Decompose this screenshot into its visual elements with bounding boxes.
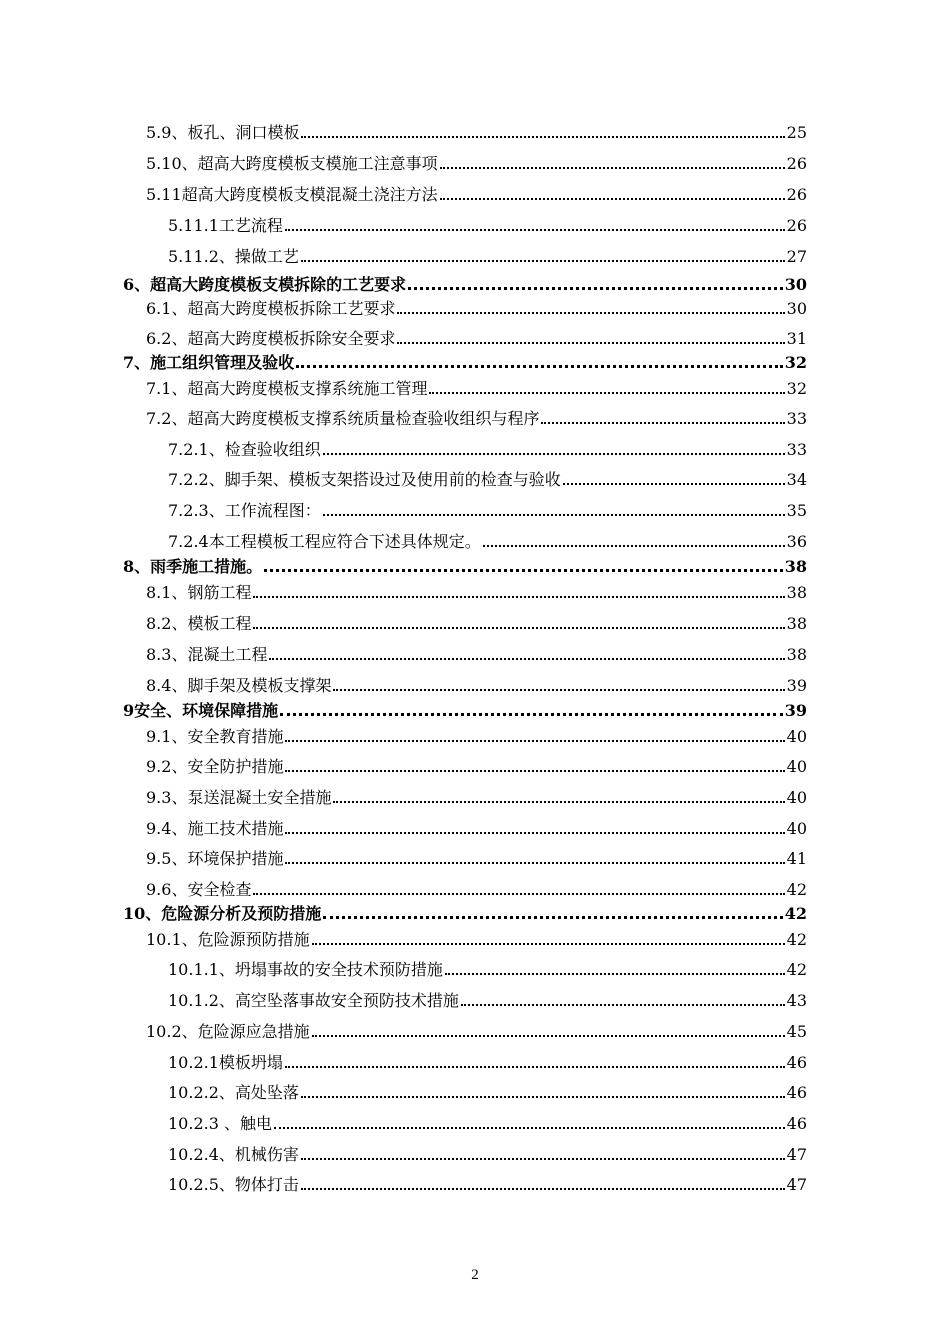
toc-dot-leader bbox=[440, 198, 785, 200]
toc-entry[interactable] bbox=[168, 529, 807, 552]
toc-entry-page: 25 bbox=[786, 123, 807, 142]
toc-dot-leader bbox=[285, 740, 784, 742]
toc-dot-leader bbox=[323, 453, 785, 455]
toc-entry[interactable] bbox=[146, 376, 807, 399]
toc-entry-page: 26 bbox=[786, 216, 807, 235]
toc-dot-leader bbox=[323, 916, 782, 919]
toc-dot-leader bbox=[253, 627, 784, 629]
toc-dot-leader bbox=[301, 260, 785, 262]
toc-entry[interactable] bbox=[168, 988, 807, 1011]
toc-entry-label: 8.1、钢筋工程 bbox=[146, 583, 252, 602]
toc-entry-label: 10.1.1、坍塌事故的安全技术预防措施 bbox=[168, 960, 443, 979]
toc-entry[interactable] bbox=[146, 754, 807, 777]
toc-entry-label: 10、危险源分析及预防措施 bbox=[123, 904, 322, 923]
toc-entry-page: 46 bbox=[786, 1083, 807, 1102]
toc-entry-page: 43 bbox=[786, 991, 807, 1010]
toc-entry-page: 32 bbox=[786, 379, 807, 398]
toc-entry-label: 5.11超高大跨度模板支模混凝土浇注方法 bbox=[146, 185, 438, 204]
toc-entry[interactable] bbox=[123, 901, 807, 924]
toc-entry-page: 38 bbox=[784, 557, 807, 576]
toc-entry-page: 39 bbox=[784, 701, 807, 720]
toc-entry-page: 47 bbox=[786, 1175, 807, 1194]
toc-dot-leader bbox=[408, 287, 783, 290]
toc-entry[interactable] bbox=[146, 642, 807, 665]
toc-entry-page: 36 bbox=[786, 532, 807, 551]
toc-entry[interactable] bbox=[123, 272, 807, 295]
toc-entry-label: 9.4、施工技术措施 bbox=[146, 819, 284, 838]
toc-entry-page: 42 bbox=[786, 960, 807, 979]
toc-entry-page: 31 bbox=[786, 329, 807, 348]
toc-entry[interactable] bbox=[146, 580, 807, 603]
toc-dot-leader bbox=[301, 1188, 785, 1190]
page-number: 2 bbox=[471, 1267, 479, 1283]
toc-dot-leader bbox=[397, 342, 784, 344]
toc-entry[interactable] bbox=[146, 877, 807, 900]
toc-entry-page: 32 bbox=[784, 353, 807, 372]
toc-entry-page: 38 bbox=[786, 614, 807, 633]
toc-entry-page: 42 bbox=[786, 880, 807, 899]
toc-entry[interactable] bbox=[168, 244, 807, 267]
toc-entry-label: 5.10、超高大跨度模板支模施工注意事项 bbox=[146, 154, 438, 173]
toc-entry-label: 9.2、安全防护措施 bbox=[146, 757, 284, 776]
toc-dot-leader bbox=[269, 658, 784, 660]
toc-entry-label: 7.2.3、工作流程图： bbox=[168, 501, 321, 520]
toc-dot-leader bbox=[563, 483, 785, 485]
toc-dot-leader bbox=[333, 689, 784, 691]
toc-entry-label: 10.2.2、高处坠落 bbox=[168, 1083, 299, 1102]
toc-entry[interactable] bbox=[146, 785, 807, 808]
toc-entry-label: 5.11.1工艺流程 bbox=[168, 216, 283, 235]
toc-entry-page: 46 bbox=[786, 1053, 807, 1072]
toc-entry-page: 42 bbox=[784, 904, 807, 923]
toc-entry[interactable] bbox=[146, 1019, 807, 1042]
toc-entry-label: 6、超高大跨度模板支模拆除的工艺要求 bbox=[123, 275, 407, 294]
toc-entry-label: 10.1、危险源预防措施 bbox=[146, 930, 310, 949]
toc-dot-leader bbox=[285, 770, 784, 772]
toc-entry-label: 10.2、危险源应急措施 bbox=[146, 1022, 310, 1041]
toc-entry-label: 10.2.1模板坍塌 bbox=[168, 1053, 283, 1072]
toc-entry-label: 8.4、脚手架及模板支撑架 bbox=[146, 676, 332, 695]
toc-entry[interactable] bbox=[146, 927, 807, 950]
toc-entry-page: 35 bbox=[786, 501, 807, 520]
toc-dot-leader bbox=[253, 893, 784, 895]
toc-entry[interactable] bbox=[146, 846, 807, 869]
toc-dot-leader bbox=[264, 569, 783, 572]
toc-entry-label: 5.9、板孔、洞口模板 bbox=[146, 123, 300, 142]
toc-entry[interactable] bbox=[146, 120, 807, 143]
toc-dot-leader bbox=[429, 392, 784, 394]
toc-entry[interactable] bbox=[146, 182, 807, 205]
toc-entry[interactable] bbox=[123, 350, 807, 373]
toc-entry[interactable] bbox=[123, 698, 807, 721]
toc-dot-leader bbox=[296, 365, 783, 368]
toc-entry-page: 40 bbox=[786, 727, 807, 746]
toc-dot-leader bbox=[541, 422, 784, 424]
toc-entry-label: 10.1.2、高空坠落事故安全预防技术措施 bbox=[168, 991, 459, 1010]
toc-entry-label: 10.2.4、机械伤害 bbox=[168, 1145, 299, 1164]
toc-entry-label: 9安全、环境保障措施 bbox=[123, 701, 279, 720]
toc-entry[interactable] bbox=[168, 1080, 807, 1103]
toc-dot-leader bbox=[253, 596, 784, 598]
toc-dot-leader bbox=[333, 801, 784, 803]
toc-entry[interactable] bbox=[123, 554, 807, 577]
toc-entry-label: 6.1、超高大跨度模板拆除工艺要求 bbox=[146, 299, 396, 318]
toc-entry[interactable] bbox=[168, 1050, 807, 1073]
toc-dot-leader bbox=[285, 862, 784, 864]
toc-entry[interactable] bbox=[146, 673, 807, 696]
toc-dot-leader bbox=[445, 973, 785, 975]
toc-entry-page: 41 bbox=[786, 849, 807, 868]
toc-entry-label: 7.2.1、检查验收组织 bbox=[168, 440, 321, 459]
toc-entry[interactable] bbox=[168, 1142, 807, 1165]
toc-dot-leader bbox=[440, 167, 785, 169]
toc-entry-page: 33 bbox=[786, 409, 807, 428]
toc-entry-page: 34 bbox=[786, 470, 807, 489]
toc-entry-page: 39 bbox=[786, 676, 807, 695]
toc-entry[interactable] bbox=[168, 437, 807, 460]
toc-entry-label: 10.2.3 、触电 bbox=[168, 1114, 272, 1133]
toc-entry-label: 6.2、超高大跨度模板拆除安全要求 bbox=[146, 329, 396, 348]
toc-entry-label: 8、雨季施工措施。 bbox=[123, 557, 263, 576]
toc-entry[interactable] bbox=[146, 816, 807, 839]
toc-dot-leader bbox=[312, 943, 785, 945]
toc-entry-label: 9.6、安全检查 bbox=[146, 880, 252, 899]
toc-dot-leader bbox=[483, 545, 785, 547]
toc-entry-page: 33 bbox=[786, 440, 807, 459]
toc-entry-page: 26 bbox=[786, 154, 807, 173]
toc-entry-page: 40 bbox=[786, 819, 807, 838]
toc-entry-label: 8.3、混凝土工程 bbox=[146, 645, 268, 664]
toc-entry[interactable] bbox=[146, 326, 807, 349]
toc-entry-label: 8.2、模板工程 bbox=[146, 614, 252, 633]
toc-entry[interactable] bbox=[146, 724, 807, 747]
toc-entry-page: 38 bbox=[786, 583, 807, 602]
toc-entry-page: 46 bbox=[786, 1114, 807, 1133]
toc-entry[interactable] bbox=[168, 467, 807, 490]
toc-entry-label: 7、施工组织管理及验收 bbox=[123, 353, 295, 372]
toc-entry-label: 9.3、泵送混凝土安全措施 bbox=[146, 788, 332, 807]
toc-entry[interactable] bbox=[168, 213, 807, 236]
toc-entry[interactable] bbox=[146, 151, 807, 174]
toc-entry-label: 9.1、安全教育措施 bbox=[146, 727, 284, 746]
toc-entry-page: 42 bbox=[786, 930, 807, 949]
toc-entry-page: 27 bbox=[786, 247, 807, 266]
toc-entry-page: 47 bbox=[786, 1145, 807, 1164]
toc-entry-label: 9.5、环境保护措施 bbox=[146, 849, 284, 868]
toc-entry[interactable] bbox=[168, 1172, 807, 1195]
toc-entry[interactable] bbox=[146, 296, 807, 319]
toc-entry-page: 30 bbox=[784, 275, 807, 294]
toc-dot-leader bbox=[285, 832, 784, 834]
toc-entry-page: 30 bbox=[786, 299, 807, 318]
toc-entry-label: 7.2.4本工程模板工程应符合下述具体规定。 bbox=[168, 532, 481, 551]
toc-dot-leader bbox=[285, 229, 785, 231]
toc-entry[interactable] bbox=[146, 406, 807, 429]
toc-entry-label: 7.1、超高大跨度模板支撑系统施工管理 bbox=[146, 379, 428, 398]
toc-entry-page: 45 bbox=[786, 1022, 807, 1041]
toc-dot-leader bbox=[274, 1127, 785, 1129]
toc-dot-leader bbox=[397, 312, 784, 314]
toc-dot-leader bbox=[301, 1096, 785, 1098]
toc-dot-leader bbox=[301, 1158, 785, 1160]
toc-entry-label: 7.2.2、脚手架、模板支架搭设过及使用前的检查与验收 bbox=[168, 470, 561, 489]
toc-dot-leader bbox=[461, 1004, 785, 1006]
toc-dot-leader bbox=[312, 1035, 785, 1037]
toc-dot-leader bbox=[323, 514, 785, 516]
toc-entry-page: 40 bbox=[786, 757, 807, 776]
toc-entry[interactable] bbox=[168, 957, 807, 980]
toc-entry-label: 7.2、超高大跨度模板支撑系统质量检查验收组织与程序 bbox=[146, 409, 540, 428]
toc-entry-page: 38 bbox=[786, 645, 807, 664]
toc-entry-label: 10.2.5、物体打击 bbox=[168, 1175, 299, 1194]
toc-entry[interactable] bbox=[168, 498, 807, 521]
toc-entry[interactable] bbox=[146, 611, 807, 634]
toc-dot-leader bbox=[280, 713, 783, 716]
toc-dot-leader bbox=[301, 136, 784, 138]
toc-dot-leader bbox=[285, 1066, 785, 1068]
toc-entry-page: 40 bbox=[786, 788, 807, 807]
toc-entry[interactable] bbox=[168, 1111, 807, 1134]
toc-entry-page: 26 bbox=[786, 185, 807, 204]
toc-entry-label: 5.11.2、操做工艺 bbox=[168, 247, 299, 266]
